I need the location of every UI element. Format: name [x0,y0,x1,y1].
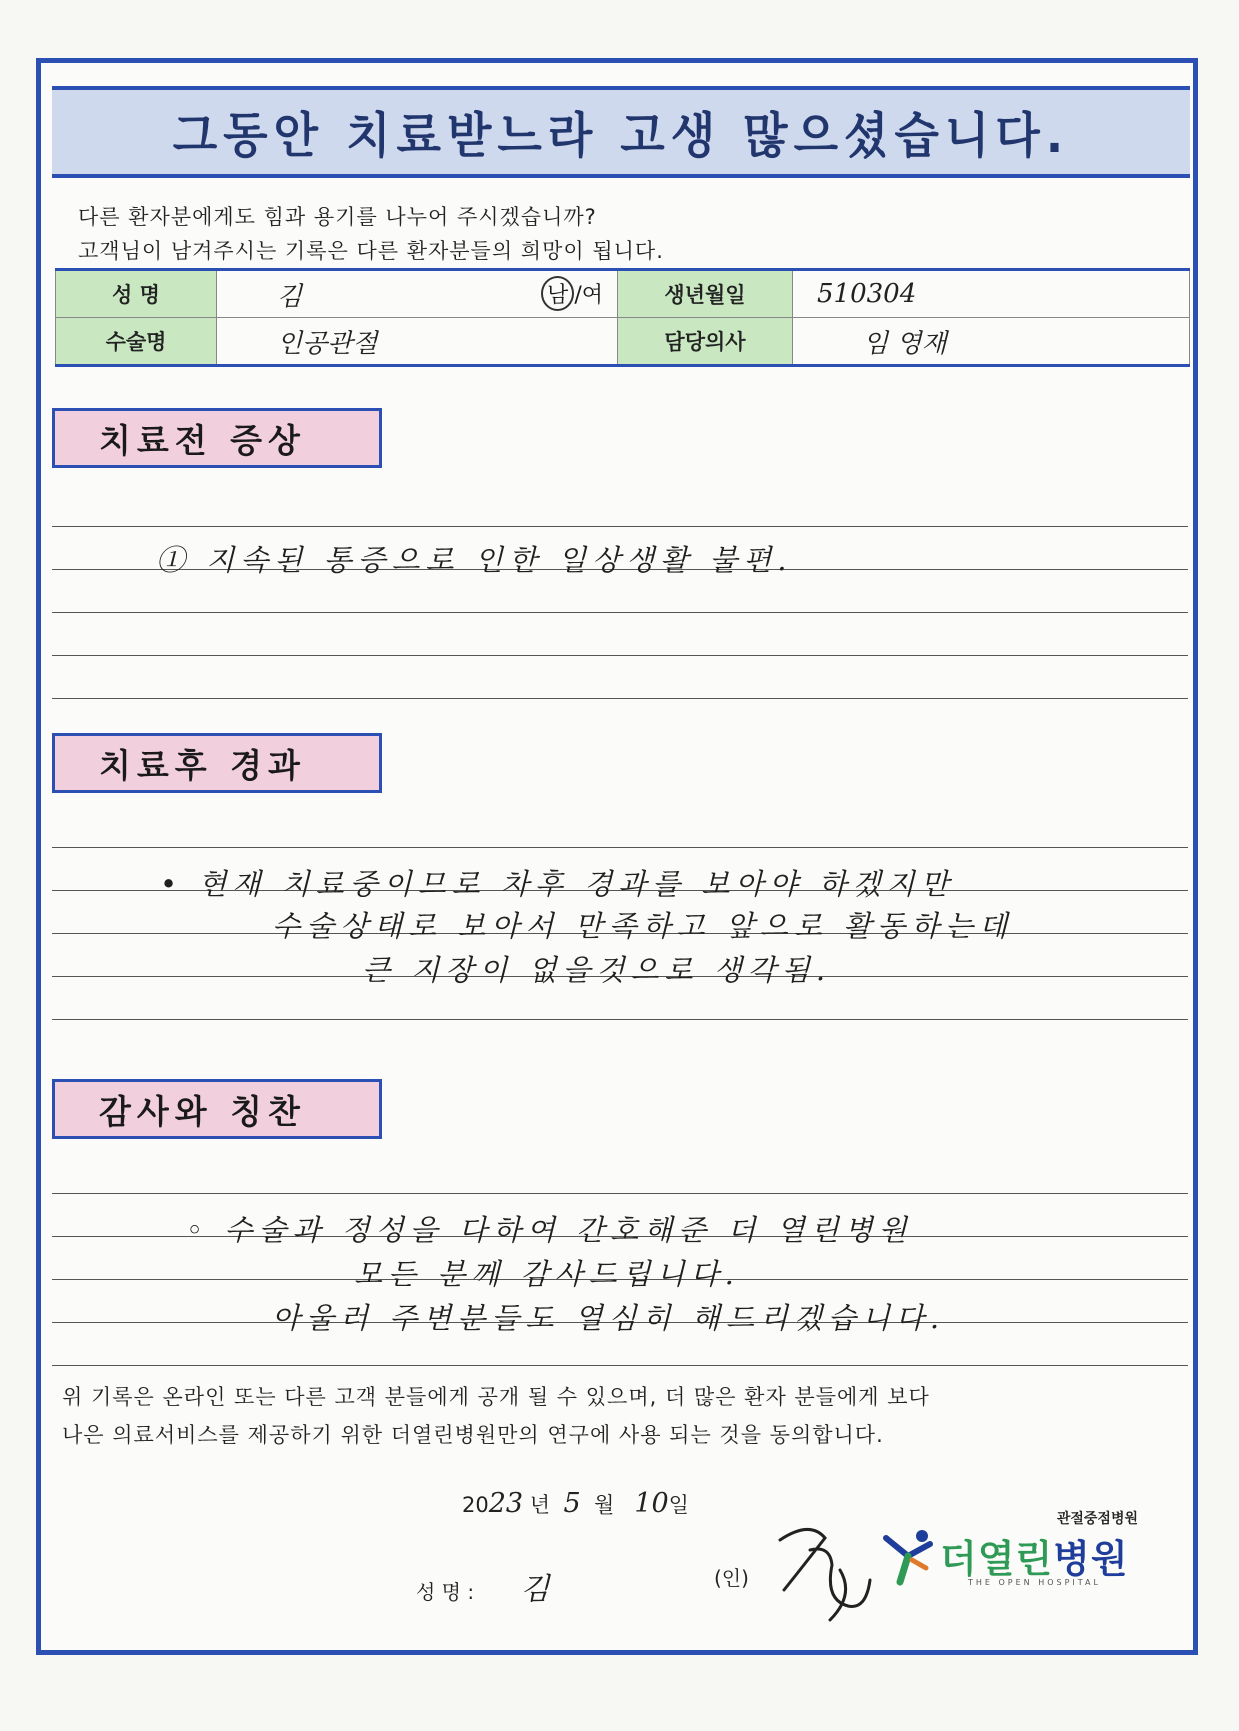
doctor-value: 임 영재 [863,328,947,359]
person-icon [882,1526,938,1586]
intro-line: 고객님이 남겨주시는 기록은 다른 환자분들의 희망이 됩니다. [78,239,664,263]
consent-line: 위 기록은 온라인 또는 다른 고객 분들에게 공개 될 수 있으며, 더 많은 환자 분들에게 보다 [62,1385,930,1409]
section-heading-thanks: 감사와 칭찬 [52,1079,382,1139]
doctor-label: 담당의사 [618,318,793,366]
name-label: 성 명 [56,270,217,318]
year-hand: 23 [488,1488,524,1519]
name-cell [217,270,618,318]
birth-value: 510304 [817,279,917,309]
patient-info-table [55,268,1190,367]
page-title: 그동안 치료받느라 고생 많으셨습니다. [172,106,1070,164]
month-hand: 5 [563,1488,581,1519]
surgery-cell [217,318,618,366]
hospital-logo [882,1508,1142,1598]
day-unit: 일 [668,1493,689,1517]
surgery-value: 인공관절 [277,328,378,359]
gender-male-circled: 남 [541,276,574,311]
signature-name: 김 [520,1572,550,1607]
seal-label: (인) [714,1566,749,1590]
handwritten-signature [770,1510,880,1630]
date-row [462,1488,689,1519]
handwriting-after-line: • 현재 치료중이므로 차후 경과를 보아야 하겠지만 [160,867,955,901]
year-prefix: 20 [462,1493,489,1517]
handwriting-after-line: 큰 지장이 없을것으로 생각됨. [362,953,832,987]
handwriting-after-line: 수술상태로 보아서 만족하고 앞으로 활동하는데 [272,909,1014,943]
handwriting-thanks-line: 모든 분께 감사드립니다. [354,1257,740,1291]
gender-selector [541,276,603,311]
title-band [52,86,1190,178]
logo-name-part2: 병원 [1053,1537,1129,1581]
doctor-cell [793,318,1190,366]
logo-english: THE OPEN HOSPITAL [968,1578,1101,1587]
intro-text [78,200,664,268]
handwriting-before: ① 지속된 통증으로 인한 일상생활 불편. [156,543,793,577]
logo-name-part1: 더열린 [940,1537,1054,1581]
birth-cell [793,270,1190,318]
gender-separator: / [574,282,582,308]
handwriting-thanks-line: ◦ 수술과 정성을 다하여 간호해준 더 열린병원 [186,1213,913,1247]
ruled-lines-before [52,484,1188,699]
consent-text [62,1378,930,1454]
birth-label: 생년월일 [618,270,793,318]
month-unit: 월 [593,1493,615,1517]
signature-label: 성 명 : [416,1580,475,1604]
intro-line: 다른 환자분에게도 힘과 용기를 나누어 주시겠습니까? [78,205,597,229]
section-heading-after: 치료후 경과 [52,733,382,793]
name-value: 김 [277,281,303,312]
day-hand: 10 [634,1488,669,1519]
surgery-label: 수술명 [56,318,217,366]
signature-row [416,1564,549,1608]
handwriting-thanks-line: 아울러 주변분들도 열심히 해드리겠습니다. [272,1301,946,1335]
logo-subtitle: 관절중점병원 [1056,1511,1138,1527]
year-unit: 년 [529,1493,551,1517]
logo-name [940,1528,1129,1583]
consent-line: 나은 의료서비스를 제공하기 위한 더열린병원만의 연구에 사용 되는 것을 동의합니다. [62,1423,884,1447]
section-heading-before: 치료전 증상 [52,408,382,468]
gender-female: 여 [581,282,603,308]
